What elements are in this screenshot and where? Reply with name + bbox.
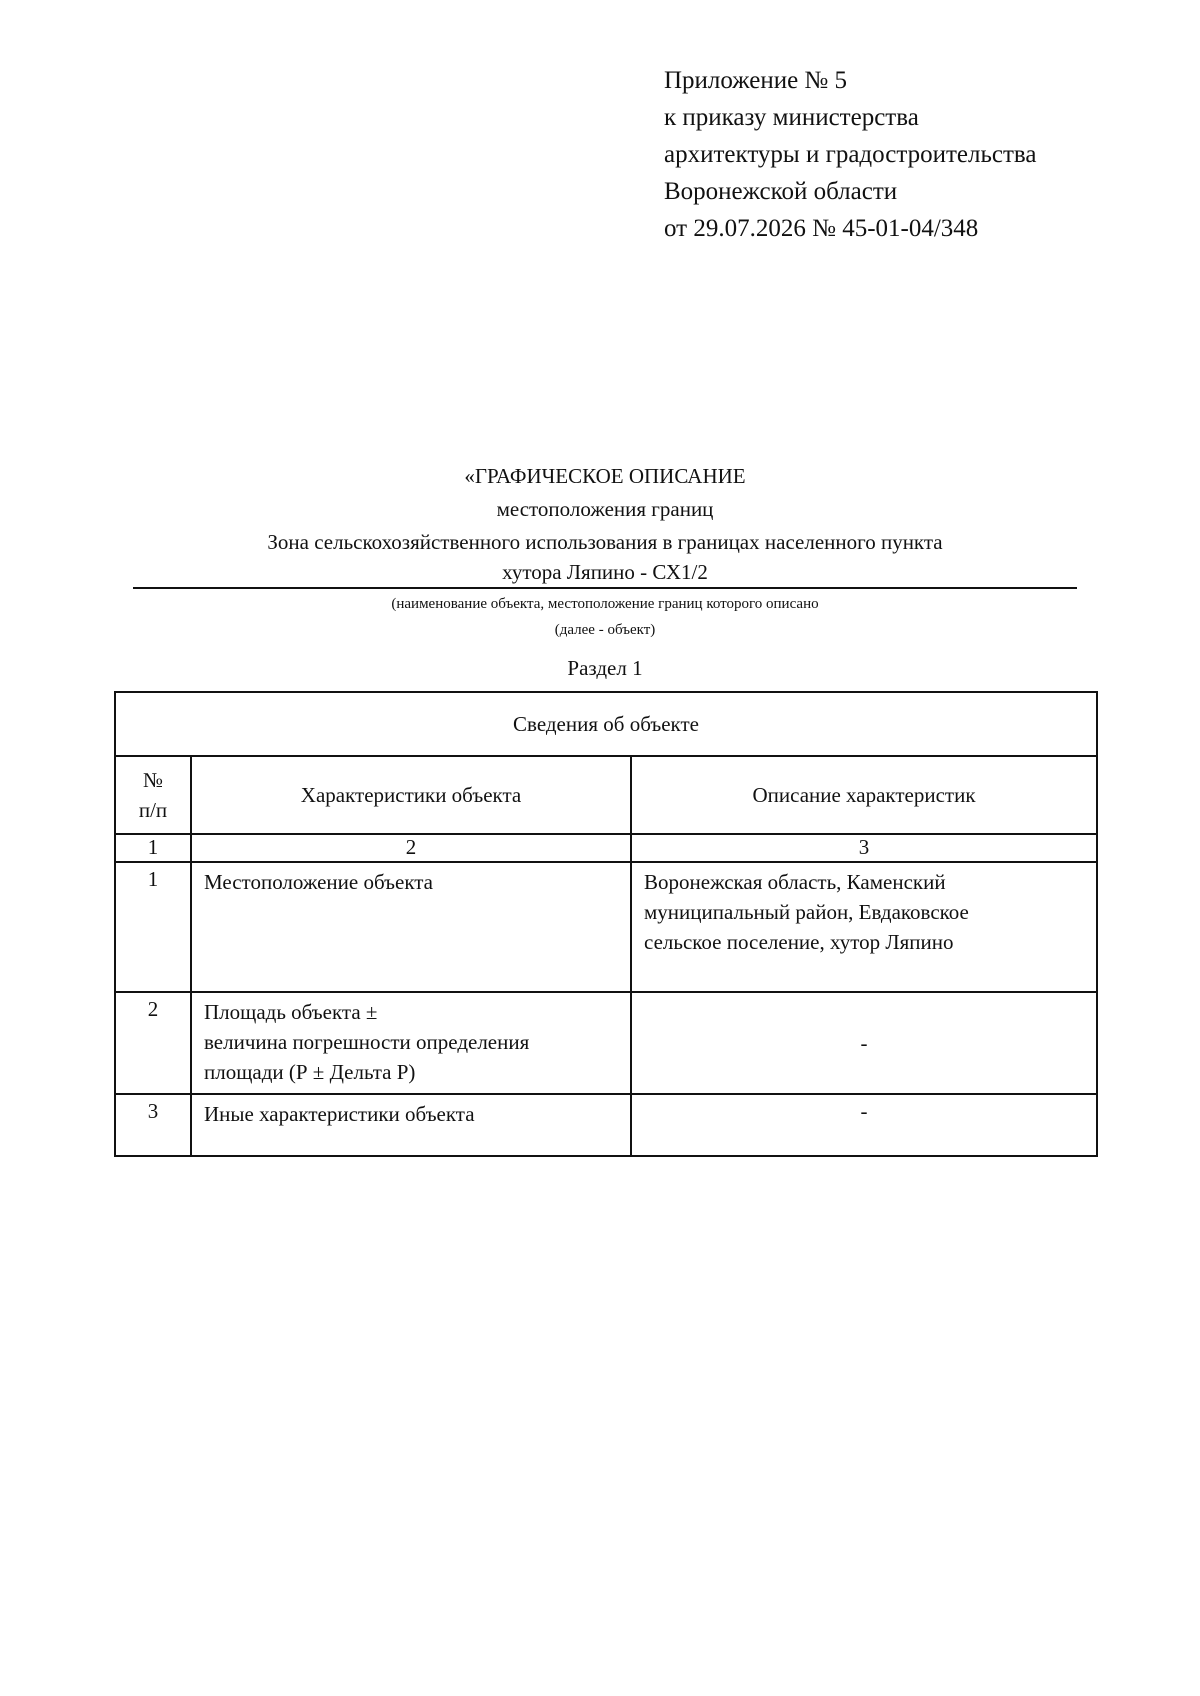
row-characteristic-line: Местоположение объекта (204, 870, 434, 894)
header-num-line-2: п/п (138, 798, 168, 822)
row-characteristic-line: Площадь объекта ± (204, 1000, 378, 1024)
object-info-table (114, 691, 1098, 1157)
object-name-caption (130, 591, 1080, 643)
row-description: - (631, 1094, 1097, 1156)
appendix-line-5: от 29.07.2026 № 45-01-04/348 (664, 215, 979, 242)
caption-line-2: (далее - объект) (554, 622, 656, 638)
table-row (115, 992, 1097, 1094)
row-description (631, 862, 1097, 992)
document-subtitle: местоположения границ (496, 497, 714, 521)
row-description-line: муниципальный район, Евдаковское (644, 900, 969, 924)
column-number-2: 2 (191, 834, 631, 862)
appendix-line-1: Приложение № 5 (664, 67, 848, 94)
appendix-line-3: архитектуры и градостроительства (664, 141, 1037, 168)
table-header-row (115, 756, 1097, 834)
header-characteristic: Характеристики объекта (191, 756, 631, 834)
table-row (115, 1094, 1097, 1156)
document-title: «ГРАФИЧЕСКОЕ ОПИСАНИЕ (464, 464, 746, 488)
object-name-line-2: хутора Ляпино - СХ1/2 (133, 559, 1077, 589)
table-caption: Сведения об объекте (115, 692, 1097, 756)
table-row (115, 862, 1097, 992)
column-number-1: 1 (115, 834, 191, 862)
row-description-line: Воронежская область, Каменский (644, 870, 946, 894)
column-number-3: 3 (631, 834, 1097, 862)
row-characteristic (191, 992, 631, 1094)
header-description: Описание характеристик (631, 756, 1097, 834)
row-characteristic (191, 862, 631, 992)
row-characteristic-line: Иные характеристики объекта (204, 1102, 475, 1126)
row-characteristic-line: площади (Р ± Дельта Р) (204, 1060, 416, 1084)
object-name-line-1: Зона сельскохозяйственного использования в границах населенного пункта (267, 530, 943, 554)
row-num: 3 (115, 1094, 191, 1156)
appendix-header (664, 62, 1036, 247)
row-characteristic (191, 1094, 631, 1156)
document-title-block (130, 460, 1080, 683)
appendix-line-2: к приказу министерства (664, 104, 919, 131)
section-heading: Раздел 1 (567, 656, 643, 680)
appendix-line-4: Воронежской области (664, 178, 898, 205)
header-num-line-1: № (142, 768, 164, 792)
row-num: 2 (115, 992, 191, 1094)
row-num: 1 (115, 862, 191, 992)
row-characteristic-line: величина погрешности определения (204, 1030, 530, 1054)
table-caption-row (115, 692, 1097, 756)
row-description: - (631, 992, 1097, 1094)
header-num (115, 756, 191, 834)
row-description-line: сельское поселение, хутор Ляпино (644, 930, 954, 954)
column-number-row (115, 834, 1097, 862)
caption-line-1: (наименование объекта, местоположение границ которого описано (391, 596, 819, 612)
